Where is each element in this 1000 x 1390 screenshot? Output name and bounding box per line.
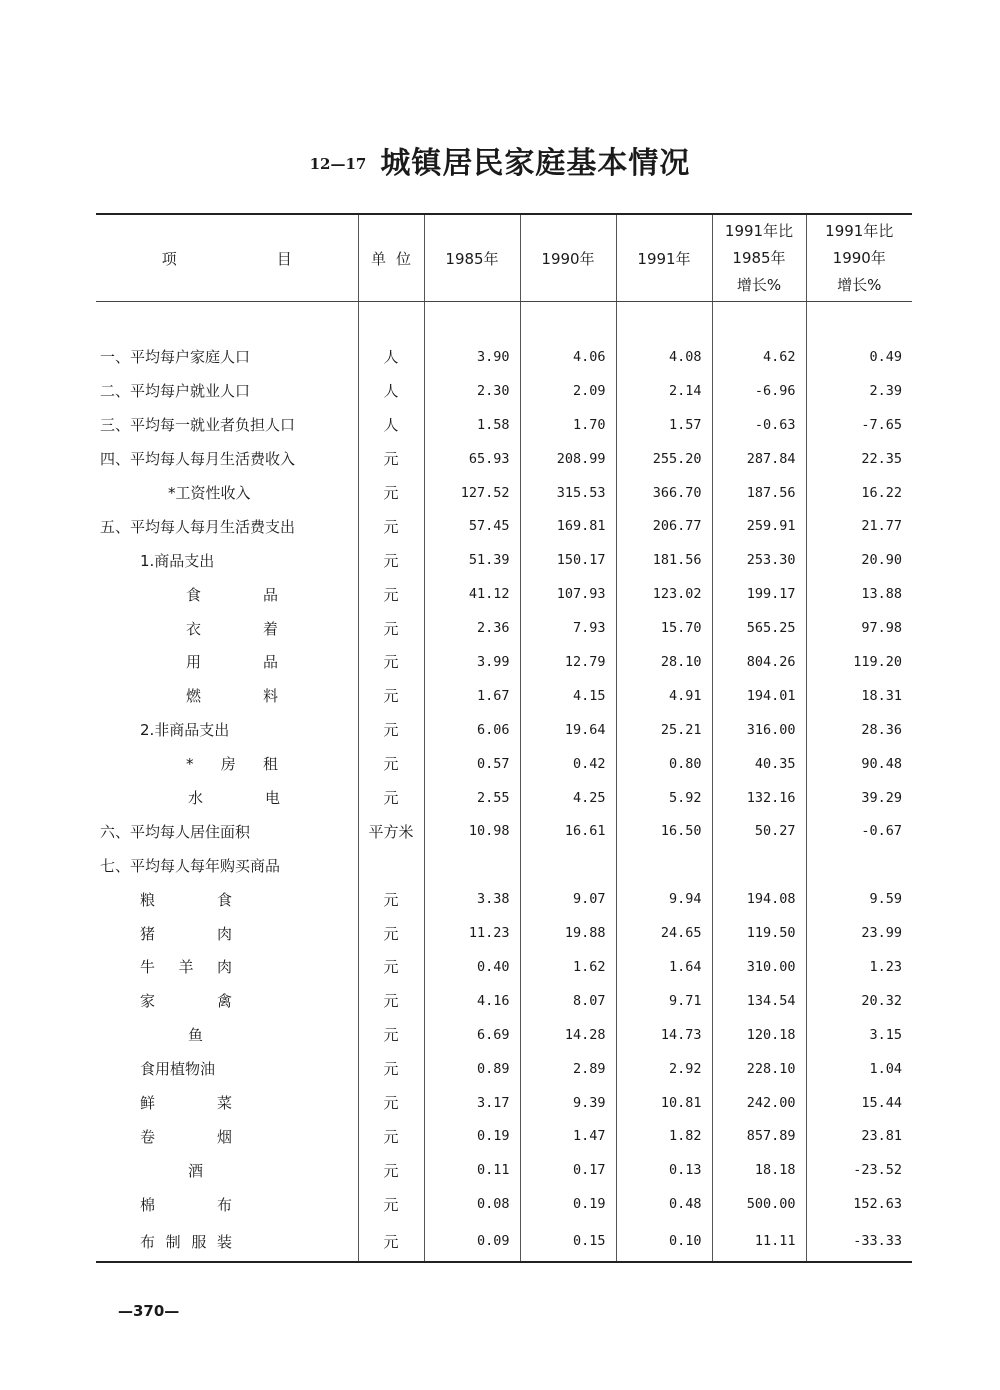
- row-unit: [358, 848, 424, 882]
- growth-vs-1990: 97.98: [806, 611, 912, 645]
- value-1991: 15.70: [616, 611, 712, 645]
- value-1985: 6.69: [424, 1018, 520, 1052]
- row-label: [96, 916, 358, 950]
- row-unit: 元: [358, 611, 424, 645]
- table-row: [96, 848, 912, 882]
- growth-vs-1985: [712, 848, 806, 882]
- growth-vs-1985: 316.00: [712, 713, 806, 747]
- table-row: [96, 984, 912, 1018]
- growth-vs-1990: -33.33: [806, 1221, 912, 1262]
- value-1990: 315.53: [520, 476, 616, 510]
- row-label: [96, 1086, 358, 1120]
- growth-vs-1985: 857.89: [712, 1119, 806, 1153]
- value-1991: 5.92: [616, 781, 712, 815]
- row-label: [96, 340, 358, 374]
- row-label: [96, 577, 358, 611]
- value-1985: 0.57: [424, 747, 520, 781]
- value-1991: 0.10: [616, 1221, 712, 1262]
- table-row: [96, 679, 912, 713]
- growth-vs-1990: -23.52: [806, 1153, 912, 1187]
- row-label: [96, 543, 358, 577]
- value-1985: 10.98: [424, 814, 520, 848]
- header-growth-vs-1990: 1991年比 1990年 增长%: [806, 214, 912, 302]
- row-label-text: 卷烟: [140, 1127, 232, 1146]
- value-1985: 65.93: [424, 442, 520, 476]
- value-1991: 4.08: [616, 340, 712, 374]
- row-unit: 元: [358, 476, 424, 510]
- value-1990: 2.89: [520, 1052, 616, 1086]
- row-label-text: 七、平均每人每年购买商品: [100, 856, 281, 875]
- row-label: [96, 442, 358, 476]
- row-unit: 元: [358, 882, 424, 916]
- growth-vs-1990: 13.88: [806, 577, 912, 611]
- growth-vs-1985: 259.91: [712, 509, 806, 543]
- row-label: [96, 747, 358, 781]
- row-unit: 元: [358, 1187, 424, 1221]
- header-1991: 1991年: [616, 214, 712, 302]
- value-1991: 181.56: [616, 543, 712, 577]
- table-row: [96, 950, 912, 984]
- row-label: [96, 984, 358, 1018]
- value-1985: 2.36: [424, 611, 520, 645]
- page-number: —370—: [118, 1302, 180, 1320]
- row-label-text: 鱼: [188, 1026, 204, 1045]
- value-1990: 19.64: [520, 713, 616, 747]
- table-row: [96, 442, 912, 476]
- value-1990: [520, 848, 616, 882]
- growth-vs-1985: 194.01: [712, 679, 806, 713]
- row-label: [96, 611, 358, 645]
- row-label-text: 三、平均每一就业者负担人口: [100, 416, 296, 435]
- growth-vs-1985: -6.96: [712, 374, 806, 408]
- row-label-text: 食用植物油: [140, 1060, 216, 1079]
- value-1990: 208.99: [520, 442, 616, 476]
- row-label-text: *工资性收入: [168, 484, 251, 502]
- value-1985: 51.39: [424, 543, 520, 577]
- table-row: [96, 645, 912, 679]
- data-table-container: [96, 213, 912, 1263]
- header-row: [96, 214, 912, 302]
- growth-vs-1990: 18.31: [806, 679, 912, 713]
- row-label-text: 2.非商品支出: [140, 721, 230, 740]
- row-label-text: 布制服装: [140, 1232, 232, 1251]
- growth-vs-1985: 119.50: [712, 916, 806, 950]
- growth-vs-1990: 0.49: [806, 340, 912, 374]
- value-1990: 14.28: [520, 1018, 616, 1052]
- value-1991: 2.14: [616, 374, 712, 408]
- table-row: [96, 1119, 912, 1153]
- row-unit: 人: [358, 340, 424, 374]
- row-unit: 元: [358, 1221, 424, 1262]
- value-1991: 366.70: [616, 476, 712, 510]
- value-1990: 12.79: [520, 645, 616, 679]
- row-label: [96, 408, 358, 442]
- value-1991: 1.64: [616, 950, 712, 984]
- header-unit: 单位: [358, 214, 424, 302]
- table-row: [96, 509, 912, 543]
- growth-vs-1990: 9.59: [806, 882, 912, 916]
- value-1991: 9.94: [616, 882, 712, 916]
- table-number: 12—17: [309, 155, 367, 173]
- row-label: [96, 781, 358, 815]
- value-1985: 41.12: [424, 577, 520, 611]
- value-1990: 1.62: [520, 950, 616, 984]
- row-label-text: 五、平均每人每月生活费支出: [100, 517, 296, 536]
- row-label: [96, 679, 358, 713]
- value-1991: 0.80: [616, 747, 712, 781]
- value-1985: 0.89: [424, 1052, 520, 1086]
- value-1985: 0.11: [424, 1153, 520, 1187]
- growth-vs-1990: 23.81: [806, 1119, 912, 1153]
- page-title: [0, 138, 1000, 182]
- row-unit: 元: [358, 1153, 424, 1187]
- value-1990: 2.09: [520, 374, 616, 408]
- growth-vs-1990: 15.44: [806, 1086, 912, 1120]
- row-label-text: 水电: [188, 789, 280, 808]
- table-row: [96, 1086, 912, 1120]
- growth-vs-1985: 4.62: [712, 340, 806, 374]
- row-label-text: *房租: [186, 755, 278, 774]
- value-1991: 1.57: [616, 408, 712, 442]
- row-label: [96, 1119, 358, 1153]
- row-label-text: 用品: [186, 653, 278, 672]
- row-label-text: 猪肉: [140, 924, 232, 943]
- table-row: [96, 747, 912, 781]
- growth-vs-1990: 1.23: [806, 950, 912, 984]
- value-1991: 2.92: [616, 1052, 712, 1086]
- row-label: [96, 1153, 358, 1187]
- row-label: [96, 509, 358, 543]
- growth-vs-1990: 23.99: [806, 916, 912, 950]
- row-label-text: 燃料: [186, 687, 278, 706]
- value-1990: 4.15: [520, 679, 616, 713]
- growth-vs-1990: 90.48: [806, 747, 912, 781]
- header-growth-vs-1985: 1991年比 1985年 增长%: [712, 214, 806, 302]
- value-1990: 1.47: [520, 1119, 616, 1153]
- row-label: [96, 476, 358, 510]
- value-1990: 7.93: [520, 611, 616, 645]
- row-unit: 元: [358, 577, 424, 611]
- table-row: [96, 781, 912, 815]
- value-1985: 1.58: [424, 408, 520, 442]
- growth-vs-1985: 804.26: [712, 645, 806, 679]
- table-row: [96, 1052, 912, 1086]
- value-1991: 255.20: [616, 442, 712, 476]
- row-unit: 元: [358, 950, 424, 984]
- row-label: [96, 713, 358, 747]
- growth-vs-1990: 20.90: [806, 543, 912, 577]
- spacer-row: [96, 302, 912, 341]
- growth-vs-1990: 16.22: [806, 476, 912, 510]
- value-1990: 9.39: [520, 1086, 616, 1120]
- row-unit: 元: [358, 1052, 424, 1086]
- growth-vs-1990: 119.20: [806, 645, 912, 679]
- value-1985: 3.38: [424, 882, 520, 916]
- value-1990: 0.19: [520, 1187, 616, 1221]
- value-1985: 0.09: [424, 1221, 520, 1262]
- row-unit: 元: [358, 645, 424, 679]
- value-1991: 4.91: [616, 679, 712, 713]
- row-label-text: 六、平均每人居住面积: [100, 822, 251, 841]
- row-label-text: 食品: [186, 585, 278, 604]
- row-label-text: 衣着: [186, 619, 278, 638]
- table-row: [96, 611, 912, 645]
- row-label: [96, 950, 358, 984]
- value-1990: 9.07: [520, 882, 616, 916]
- row-label: [96, 1052, 358, 1086]
- value-1985: 57.45: [424, 509, 520, 543]
- growth-vs-1990: 152.63: [806, 1187, 912, 1221]
- row-label-text: 鲜菜: [140, 1094, 232, 1113]
- growth-vs-1990: 1.04: [806, 1052, 912, 1086]
- value-1991: 0.48: [616, 1187, 712, 1221]
- value-1985: 3.99: [424, 645, 520, 679]
- table-row: [96, 577, 912, 611]
- row-unit: 元: [358, 781, 424, 815]
- growth-vs-1990: 28.36: [806, 713, 912, 747]
- growth-vs-1990: 21.77: [806, 509, 912, 543]
- growth-vs-1990: 22.35: [806, 442, 912, 476]
- value-1985: 3.90: [424, 340, 520, 374]
- value-1990: 0.17: [520, 1153, 616, 1187]
- row-unit: 元: [358, 916, 424, 950]
- table-row: [96, 1153, 912, 1187]
- value-1990: 169.81: [520, 509, 616, 543]
- table-row: [96, 1221, 912, 1262]
- table-row: [96, 1018, 912, 1052]
- row-label-text: 四、平均每人每月生活费收入: [100, 450, 296, 469]
- table-row: [96, 1187, 912, 1221]
- growth-vs-1985: 500.00: [712, 1187, 806, 1221]
- growth-vs-1985: 40.35: [712, 747, 806, 781]
- row-unit: 元: [358, 747, 424, 781]
- value-1985: 0.40: [424, 950, 520, 984]
- table-row: [96, 476, 912, 510]
- value-1990: 0.15: [520, 1221, 616, 1262]
- household-stats-table: [96, 213, 912, 1263]
- value-1991: [616, 848, 712, 882]
- header-item: 项 目: [96, 214, 358, 302]
- value-1985: 127.52: [424, 476, 520, 510]
- row-unit: 人: [358, 374, 424, 408]
- growth-vs-1985: 11.11: [712, 1221, 806, 1262]
- table-row: [96, 916, 912, 950]
- growth-vs-1990: -0.67: [806, 814, 912, 848]
- growth-vs-1985: 199.17: [712, 577, 806, 611]
- value-1985: 1.67: [424, 679, 520, 713]
- table-row: [96, 340, 912, 374]
- value-1990: 4.06: [520, 340, 616, 374]
- row-unit: 元: [358, 1119, 424, 1153]
- row-unit: 元: [358, 679, 424, 713]
- growth-vs-1985: 310.00: [712, 950, 806, 984]
- table-row: [96, 374, 912, 408]
- row-unit: 元: [358, 543, 424, 577]
- value-1985: 6.06: [424, 713, 520, 747]
- growth-vs-1985: 187.56: [712, 476, 806, 510]
- header-1985: 1985年: [424, 214, 520, 302]
- value-1990: 0.42: [520, 747, 616, 781]
- header-1990: 1990年: [520, 214, 616, 302]
- row-unit: 元: [358, 1086, 424, 1120]
- value-1990: 16.61: [520, 814, 616, 848]
- row-label: [96, 645, 358, 679]
- value-1985: 3.17: [424, 1086, 520, 1120]
- row-unit: 元: [358, 984, 424, 1018]
- growth-vs-1985: 253.30: [712, 543, 806, 577]
- row-unit: 元: [358, 442, 424, 476]
- row-unit: 平方米: [358, 814, 424, 848]
- row-label: [96, 848, 358, 882]
- growth-vs-1985: 228.10: [712, 1052, 806, 1086]
- row-label-text: 牛羊肉: [140, 958, 232, 977]
- growth-vs-1990: 3.15: [806, 1018, 912, 1052]
- value-1985: 4.16: [424, 984, 520, 1018]
- row-label: [96, 374, 358, 408]
- value-1991: 123.02: [616, 577, 712, 611]
- value-1990: 4.25: [520, 781, 616, 815]
- row-label-text: 家禽: [140, 992, 232, 1011]
- value-1991: 28.10: [616, 645, 712, 679]
- table-row: [96, 882, 912, 916]
- row-label-text: 一、平均每户家庭人口: [100, 348, 251, 367]
- growth-vs-1985: 132.16: [712, 781, 806, 815]
- value-1985: [424, 848, 520, 882]
- value-1991: 0.13: [616, 1153, 712, 1187]
- row-label: [96, 882, 358, 916]
- growth-vs-1985: 194.08: [712, 882, 806, 916]
- row-unit: 元: [358, 713, 424, 747]
- value-1990: 8.07: [520, 984, 616, 1018]
- growth-vs-1990: [806, 848, 912, 882]
- value-1991: 25.21: [616, 713, 712, 747]
- value-1985: 2.30: [424, 374, 520, 408]
- table-row: [96, 814, 912, 848]
- growth-vs-1985: 287.84: [712, 442, 806, 476]
- value-1990: 107.93: [520, 577, 616, 611]
- row-label: [96, 814, 358, 848]
- row-label-text: 二、平均每户就业人口: [100, 382, 251, 401]
- growth-vs-1990: -7.65: [806, 408, 912, 442]
- value-1985: 0.08: [424, 1187, 520, 1221]
- growth-vs-1985: 120.18: [712, 1018, 806, 1052]
- value-1991: 206.77: [616, 509, 712, 543]
- growth-vs-1990: 20.32: [806, 984, 912, 1018]
- growth-vs-1990: 2.39: [806, 374, 912, 408]
- value-1990: 19.88: [520, 916, 616, 950]
- value-1991: 24.65: [616, 916, 712, 950]
- value-1991: 16.50: [616, 814, 712, 848]
- growth-vs-1985: -0.63: [712, 408, 806, 442]
- growth-vs-1985: 242.00: [712, 1086, 806, 1120]
- growth-vs-1985: 565.25: [712, 611, 806, 645]
- row-unit: 人: [358, 408, 424, 442]
- table-row: [96, 408, 912, 442]
- value-1985: 11.23: [424, 916, 520, 950]
- table-row: [96, 543, 912, 577]
- value-1985: 0.19: [424, 1119, 520, 1153]
- row-label-text: 1.商品支出: [140, 551, 215, 570]
- table-row: [96, 713, 912, 747]
- row-unit: 元: [358, 1018, 424, 1052]
- value-1991: 1.82: [616, 1119, 712, 1153]
- value-1991: 9.71: [616, 984, 712, 1018]
- value-1990: 150.17: [520, 543, 616, 577]
- row-unit: 元: [358, 509, 424, 543]
- value-1985: 2.55: [424, 781, 520, 815]
- value-1991: 14.73: [616, 1018, 712, 1052]
- row-label-text: 粮食: [140, 890, 232, 909]
- row-label-text: 棉布: [140, 1195, 232, 1214]
- row-label: [96, 1187, 358, 1221]
- growth-vs-1985: 50.27: [712, 814, 806, 848]
- growth-vs-1985: 18.18: [712, 1153, 806, 1187]
- table-title: 城镇居民家庭基本情况: [380, 146, 691, 181]
- row-label: [96, 1221, 358, 1262]
- growth-vs-1985: 134.54: [712, 984, 806, 1018]
- growth-vs-1990: 39.29: [806, 781, 912, 815]
- value-1990: 1.70: [520, 408, 616, 442]
- value-1991: 10.81: [616, 1086, 712, 1120]
- row-label: [96, 1018, 358, 1052]
- row-label-text: 酒: [188, 1161, 204, 1180]
